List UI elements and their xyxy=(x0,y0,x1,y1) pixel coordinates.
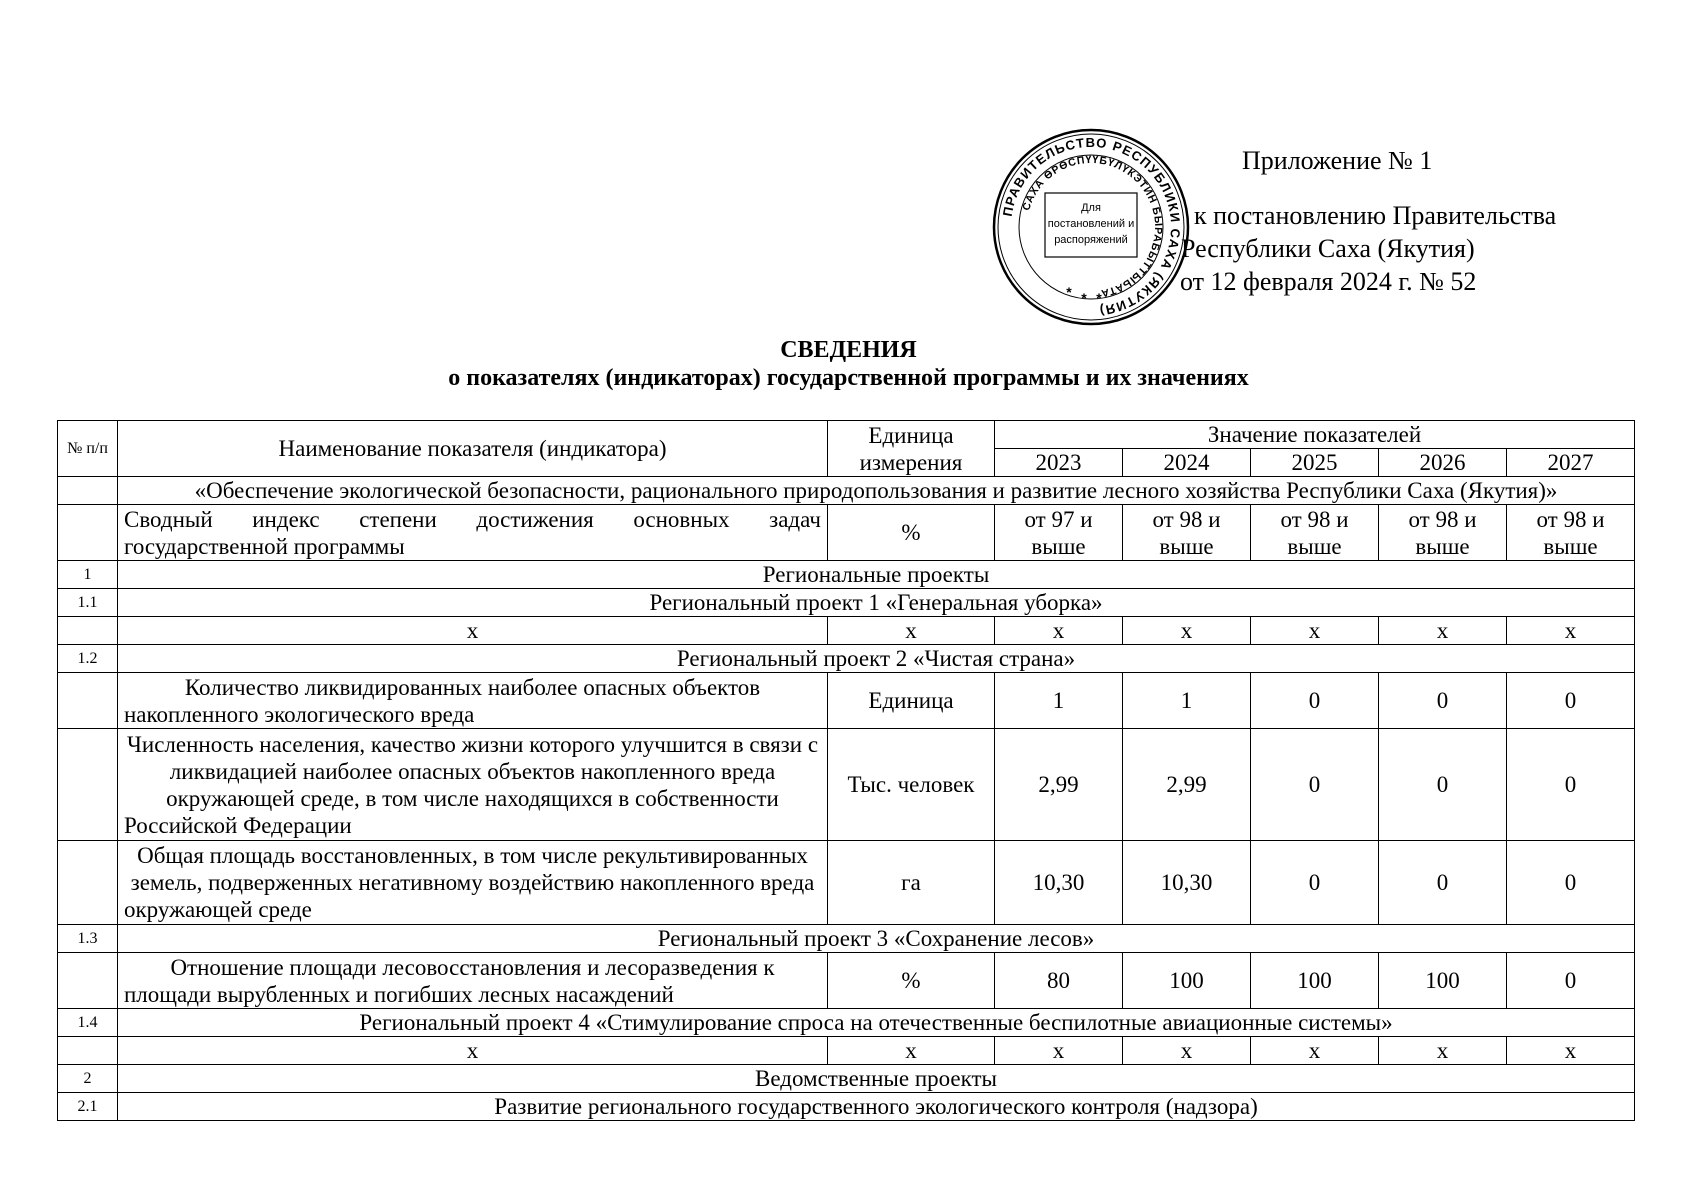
indicator-unit: % xyxy=(828,505,995,561)
placeholder-row xyxy=(58,617,1635,645)
section-title: Региональный проект 1 «Генеральная уборка» xyxy=(118,589,1635,617)
indicator-value: 2,99 xyxy=(995,729,1123,841)
summary-indicator-row xyxy=(58,505,1635,561)
placeholder-cell: х xyxy=(1123,1037,1251,1065)
placeholder-cell: х xyxy=(1507,617,1635,645)
section-title: Региональные проекты xyxy=(118,561,1635,589)
indicator-row xyxy=(58,841,1635,925)
indicator-value: от 98 и выше xyxy=(1379,505,1507,561)
svg-text:*: * xyxy=(1081,290,1087,306)
indicator-value: 80 xyxy=(995,953,1123,1009)
section-num: 2 xyxy=(58,1065,118,1093)
indicator-row xyxy=(58,673,1635,729)
placeholder-cell: х xyxy=(1379,1037,1507,1065)
indicator-value: 0 xyxy=(1251,841,1379,925)
section-row xyxy=(58,561,1635,589)
section-title: Региональный проект 2 «Чистая страна» xyxy=(118,645,1635,673)
seal-inner-text: САХА ӨРӨСПҮҮБҮЛҮКЭТИН БЫРАБЫТТЫЬАТА xyxy=(1020,153,1165,300)
appendix-date-line: от 12 февраля 2024 г. № 52 xyxy=(1180,267,1477,296)
indicators-table xyxy=(57,420,1635,1121)
placeholder-cell: х xyxy=(118,617,828,645)
indicator-value: 0 xyxy=(1251,729,1379,841)
section-row xyxy=(58,1009,1635,1037)
seal-center-line1: Для xyxy=(1081,202,1101,214)
svg-text:*: * xyxy=(1096,290,1102,306)
indicator-value: от 98 и выше xyxy=(1507,505,1635,561)
placeholder-cell: х xyxy=(995,617,1123,645)
appendix-decree-line: к постановлению Правительства xyxy=(1194,201,1557,230)
section-row xyxy=(58,1065,1635,1093)
indicator-value: 10,30 xyxy=(995,841,1123,925)
indicator-value: от 97 и выше xyxy=(995,505,1123,561)
placeholder-cell: х xyxy=(995,1037,1123,1065)
official-seal xyxy=(991,127,1191,327)
indicator-value: 0 xyxy=(1379,729,1507,841)
header-values-group: Значение показателей xyxy=(995,421,1635,449)
indicator-unit: Тыс. человек xyxy=(828,729,995,841)
placeholder-cell: х xyxy=(1251,617,1379,645)
placeholder-cell: х xyxy=(1251,1037,1379,1065)
seal-stars xyxy=(1066,284,1102,306)
table-header-row xyxy=(58,421,1635,449)
indicator-unit: га xyxy=(828,841,995,925)
indicator-value: 10,30 xyxy=(1123,841,1251,925)
indicator-value: 0 xyxy=(1251,673,1379,729)
header-unit: Единица измерения xyxy=(828,421,995,477)
indicator-value: 100 xyxy=(1123,953,1251,1009)
summary-name-line1: Сводный индекс степени достижения основных задач xyxy=(124,506,821,532)
section-row xyxy=(58,589,1635,617)
section-num: 2.1 xyxy=(58,1093,118,1121)
indicator-unit: % xyxy=(828,953,995,1009)
program-title: «Обеспечение экологической безопасности, рационального природопользования и развитие лесного хозяйства Республики Саха (Якутия)» xyxy=(118,477,1635,505)
indicator-name xyxy=(118,505,828,561)
section-row xyxy=(58,645,1635,673)
section-title: Ведомственные проекты xyxy=(118,1065,1635,1093)
header-year: 2026 xyxy=(1379,449,1507,477)
seal-outer-text: ПРАВИТЕЛЬСТВО РЕСПУБЛИКИ САХА (ЯКУТИЯ) xyxy=(999,134,1184,319)
section-title: Региональный проект 3 «Сохранение лесов» xyxy=(118,925,1635,953)
heading-title: СВЕДЕНИЯ xyxy=(780,337,917,363)
program-title-row xyxy=(58,477,1635,505)
indicator-value: 0 xyxy=(1507,673,1635,729)
section-row xyxy=(58,1093,1635,1121)
indicator-value: от 98 и выше xyxy=(1123,505,1251,561)
svg-text:*: * xyxy=(1066,284,1072,300)
section-num: 1.2 xyxy=(58,645,118,673)
appendix-republic-line: Республики Саха (Якутия) xyxy=(1181,234,1475,263)
appendix-title: Приложение № 1 xyxy=(1242,146,1433,175)
placeholder-cell: х xyxy=(118,1037,828,1065)
section-num: 1.3 xyxy=(58,925,118,953)
indicator-name: Общая площадь восстановленных, в том числе рекультивированных земель, подверженных негативному воздействию накопленного вреда окружающей среде xyxy=(118,841,828,925)
placeholder-cell: х xyxy=(1123,617,1251,645)
placeholder-cell: х xyxy=(828,1037,995,1065)
section-title: Региональный проект 4 «Стимулирование спроса на отечественные беспилотные авиационные системы» xyxy=(118,1009,1635,1037)
section-row xyxy=(58,925,1635,953)
indicator-value: 0 xyxy=(1379,673,1507,729)
placeholder-cell: х xyxy=(1507,1037,1635,1065)
indicator-value: 100 xyxy=(1251,953,1379,1009)
heading-subtitle: о показателях (индикаторах) государственной программы и их значениях xyxy=(448,365,1249,391)
placeholder-cell: х xyxy=(828,617,995,645)
indicator-value: 100 xyxy=(1379,953,1507,1009)
indicator-value: от 98 и выше xyxy=(1251,505,1379,561)
indicator-name: Количество ликвидированных наиболее опасных объектов накопленного экологического вреда xyxy=(118,673,828,729)
header-year: 2023 xyxy=(995,449,1123,477)
indicator-value: 0 xyxy=(1507,841,1635,925)
header-num: № п/п xyxy=(58,421,118,477)
summary-name-line2: государственной программы xyxy=(124,533,405,559)
indicator-value: 1 xyxy=(995,673,1123,729)
seal-center-line3: распоряжений xyxy=(1054,234,1128,246)
appendix-block xyxy=(1180,144,1556,298)
header-year: 2024 xyxy=(1123,449,1251,477)
indicator-name: Численность населения, качество жизни которого улучшится в связи с ликвидацией наиболее опасных объектов накопленного вреда окружающей среде, в том числе находящихся в собственности Российской Федерации xyxy=(118,729,828,841)
section-num: 1 xyxy=(58,561,118,589)
seal-center-line2: постановлений и xyxy=(1047,218,1135,230)
indicator-value: 2,99 xyxy=(1123,729,1251,841)
indicator-value: 1 xyxy=(1123,673,1251,729)
indicator-row xyxy=(58,729,1635,841)
header-year: 2027 xyxy=(1507,449,1635,477)
document-heading xyxy=(0,336,1697,392)
placeholder-cell: х xyxy=(1379,617,1507,645)
indicator-unit: Единица xyxy=(828,673,995,729)
section-title: Развитие регионального государственного экологического контроля (надзора) xyxy=(118,1093,1635,1121)
indicator-value: 0 xyxy=(1507,729,1635,841)
indicator-value: 0 xyxy=(1379,841,1507,925)
indicator-row xyxy=(58,953,1635,1009)
indicator-value: 0 xyxy=(1507,953,1635,1009)
header-year: 2025 xyxy=(1251,449,1379,477)
indicator-name: Отношение площади лесовосстановления и лесоразведения к площади вырубленных и погибших лесных насаждений xyxy=(118,953,828,1009)
section-num: 1.1 xyxy=(58,589,118,617)
section-num: 1.4 xyxy=(58,1009,118,1037)
header-name: Наименование показателя (индикатора) xyxy=(118,421,828,477)
placeholder-row xyxy=(58,1037,1635,1065)
